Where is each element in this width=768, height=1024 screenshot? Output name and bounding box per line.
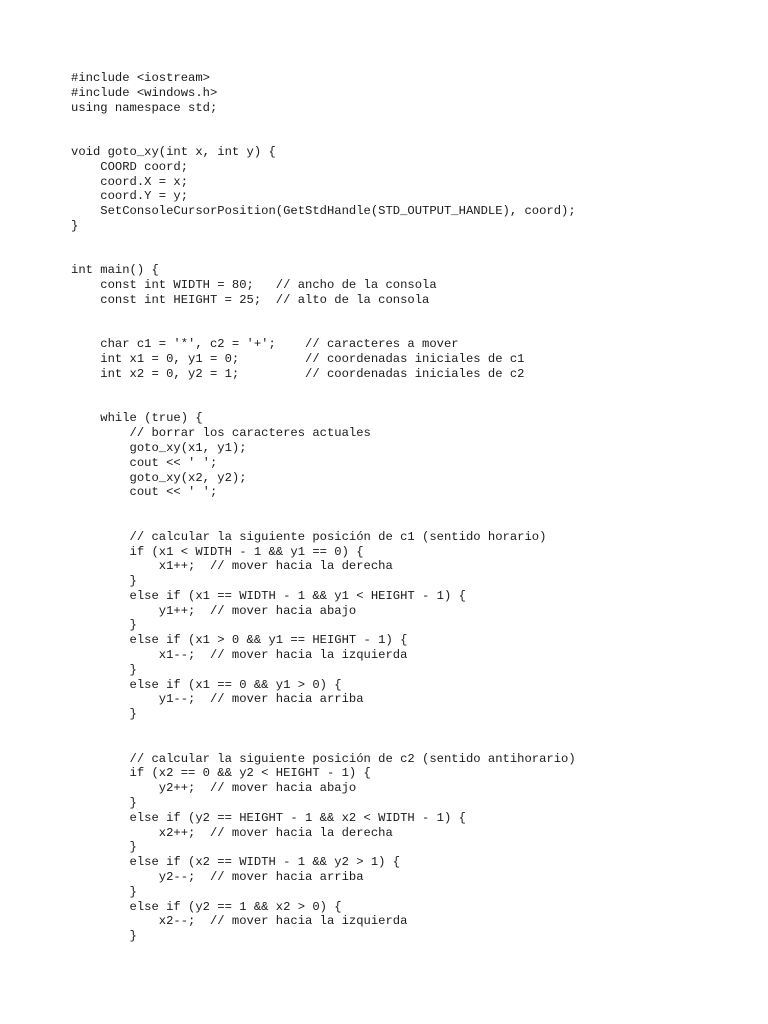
code-line: else if (y2 == HEIGHT - 1 && x2 < WIDTH - 1) { <box>71 810 466 825</box>
code-line: #include <windows.h> <box>71 85 218 100</box>
code-line: else if (y2 == 1 && x2 > 0) { <box>71 899 342 914</box>
code-line: x1++; // mover hacia la derecha <box>71 559 393 574</box>
code-line: } <box>71 707 137 722</box>
code-line: int x1 = 0, y1 = 0; // coordenadas iniciales de c1 <box>71 352 525 367</box>
code-line: x2--; // mover hacia la izquierda <box>71 914 408 929</box>
code-line <box>71 323 576 338</box>
code-line <box>71 234 576 249</box>
code-line: else if (x1 == 0 && y1 > 0) { <box>71 677 342 692</box>
code-line: COORD coord; <box>71 159 189 174</box>
code-line: } <box>71 796 137 811</box>
code-line: coord.Y = y; <box>71 189 189 204</box>
code-line <box>71 397 576 412</box>
code-line: x1--; // mover hacia la izquierda <box>71 648 408 663</box>
code-line: goto_xy(x2, y2); <box>71 470 247 485</box>
code-line: } <box>71 929 137 944</box>
code-line: // calcular la siguiente posición de c1 (sentido horario) <box>71 529 547 544</box>
code-line: } <box>71 662 137 677</box>
code-line: else if (x1 == WIDTH - 1 && y1 < HEIGHT - 1) { <box>71 588 466 603</box>
code-line: int main() { <box>71 263 159 278</box>
code-line: cout << ' '; <box>71 455 218 470</box>
code-line <box>71 249 576 264</box>
code-line: if (x1 < WIDTH - 1 && y1 == 0) { <box>71 544 364 559</box>
code-line: SetConsoleCursorPosition(GetStdHandle(STD_OUTPUT_HANDLE), coord); <box>71 204 576 219</box>
code-line: while (true) { <box>71 411 203 426</box>
code-line: else if (x1 > 0 && y1 == HEIGHT - 1) { <box>71 633 408 648</box>
code-line: if (x2 == 0 && y2 < HEIGHT - 1) { <box>71 766 371 781</box>
code-line <box>71 382 576 397</box>
code-line: coord.X = x; <box>71 174 189 189</box>
code-listing <box>71 71 576 944</box>
code-line: #include <iostream> <box>71 71 210 85</box>
code-line <box>71 737 576 752</box>
code-line: const int HEIGHT = 25; // alto de la consola <box>71 292 430 307</box>
code-line: y1--; // mover hacia arriba <box>71 692 364 707</box>
code-line: y2--; // mover hacia arriba <box>71 870 364 885</box>
code-line: y1++; // mover hacia abajo <box>71 603 357 618</box>
code-line: } <box>71 618 137 633</box>
code-line: char c1 = '*', c2 = '+'; // caracteres a mover <box>71 337 459 352</box>
code-line <box>71 515 576 530</box>
code-line: int x2 = 0, y2 = 1; // coordenadas iniciales de c2 <box>71 366 525 381</box>
code-line: x2++; // mover hacia la derecha <box>71 825 393 840</box>
code-line <box>71 308 576 323</box>
code-line: } <box>71 574 137 589</box>
code-line: using namespace std; <box>71 100 218 115</box>
code-line <box>71 115 576 130</box>
code-line: y2++; // mover hacia abajo <box>71 781 357 796</box>
code-line: // borrar los caracteres actuales <box>71 426 371 441</box>
code-line: void goto_xy(int x, int y) { <box>71 144 276 159</box>
code-line: cout << ' '; <box>71 485 218 500</box>
code-line <box>71 500 576 515</box>
code-line: } <box>71 840 137 855</box>
code-line: // calcular la siguiente posición de c2 (sentido antihorario) <box>71 751 576 766</box>
code-line: } <box>71 218 79 233</box>
code-line <box>71 130 576 145</box>
code-line <box>71 722 576 737</box>
code-line: const int WIDTH = 80; // ancho de la consola <box>71 278 437 293</box>
code-line: goto_xy(x1, y1); <box>71 440 247 455</box>
code-line: } <box>71 884 137 899</box>
code-line: else if (x2 == WIDTH - 1 && y2 > 1) { <box>71 855 401 870</box>
